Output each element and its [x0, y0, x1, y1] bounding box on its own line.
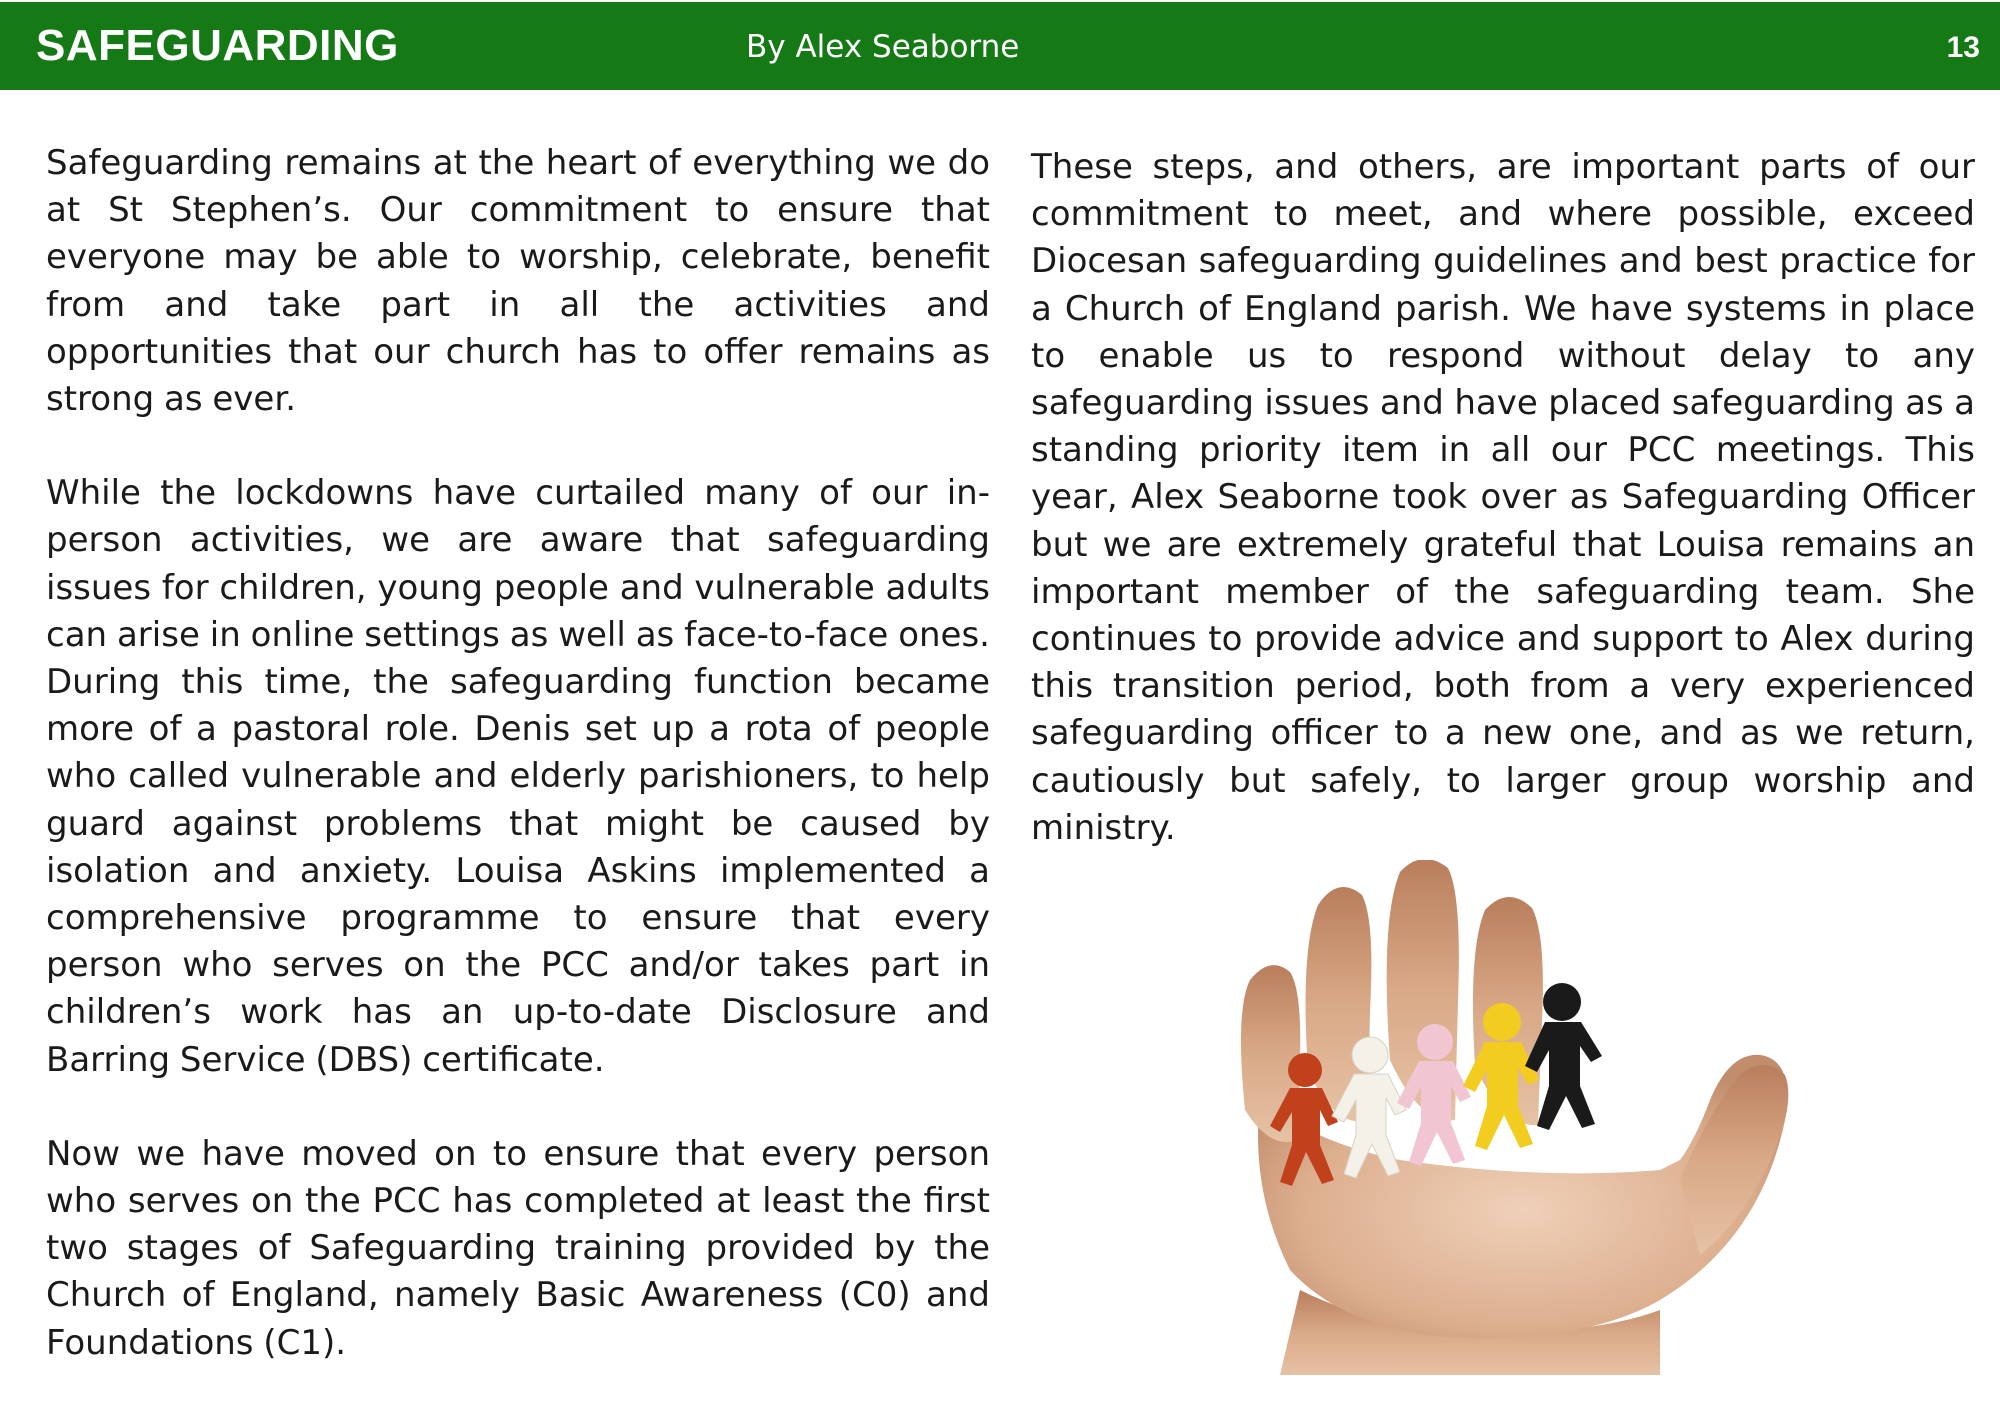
paragraph: Now we have moved on to ensure that every person who serves on the PCC has completed at least the first two stages of Safeguarding training provided by the Church of England, namely Basic Awareness (C0) and Foundations (C1). [46, 1133, 990, 1363]
page-number: 13 [1946, 31, 1980, 64]
finger-little [1241, 965, 1300, 1142]
author-byline: By Alex Seaborne [746, 29, 1020, 65]
page-header [0, 2, 2000, 90]
right-column [1031, 144, 1975, 852]
paragraph: These steps, and others, are important parts of our commitment to meet, and where possible, exceed Diocesan safeguarding guidelines and best practice for a Church of England parish. We have systems in place to enable us to respond without delay to any safeguarding issues and have placed safeguarding as a standing priority item in all our PCC meetings. This year, Alex Seaborne took over as Safeguarding Officer but we are extremely grateful that Louisa remains an important member of the safeguarding team. She continues to provide advice and support to Alex during this transition period, both from a very experienced safeguarding officer to a new one, and as we return, cautiously but safely, to larger group worship and ministry. [1031, 147, 1975, 848]
paragraph: Safeguarding remains at the heart of everything we do at St Stephen’s. Our commitment to ensure that everyone may be able to worship, celebrate, benefit from and take part in all the activities and opportunities that our church has to offer remains as strong as ever. [46, 143, 990, 420]
paragraph: While the lockdowns have curtailed many of our in-person activities, we are aware that safeguarding issues for children, young people and vulnerable adults can arise in online settings as well as face-to-face ones. During this time, the safeguarding function became more of a pastoral role. Denis set up a rota of people who called vulnerable and elderly parishioners, to help guard against problems that might be caused by isolation and anxiety. Louisa Askins implemented a comprehensive programme to ensure that every person who serves on the PCC and/or takes part in children’s work has an up-to-date Disclosure and Barring Service (DBS) certificate. [46, 473, 990, 1080]
section-title: SAFEGUARDING [36, 21, 399, 70]
hand-with-paper-people-photo [1240, 860, 1800, 1375]
left-column [46, 140, 990, 1367]
